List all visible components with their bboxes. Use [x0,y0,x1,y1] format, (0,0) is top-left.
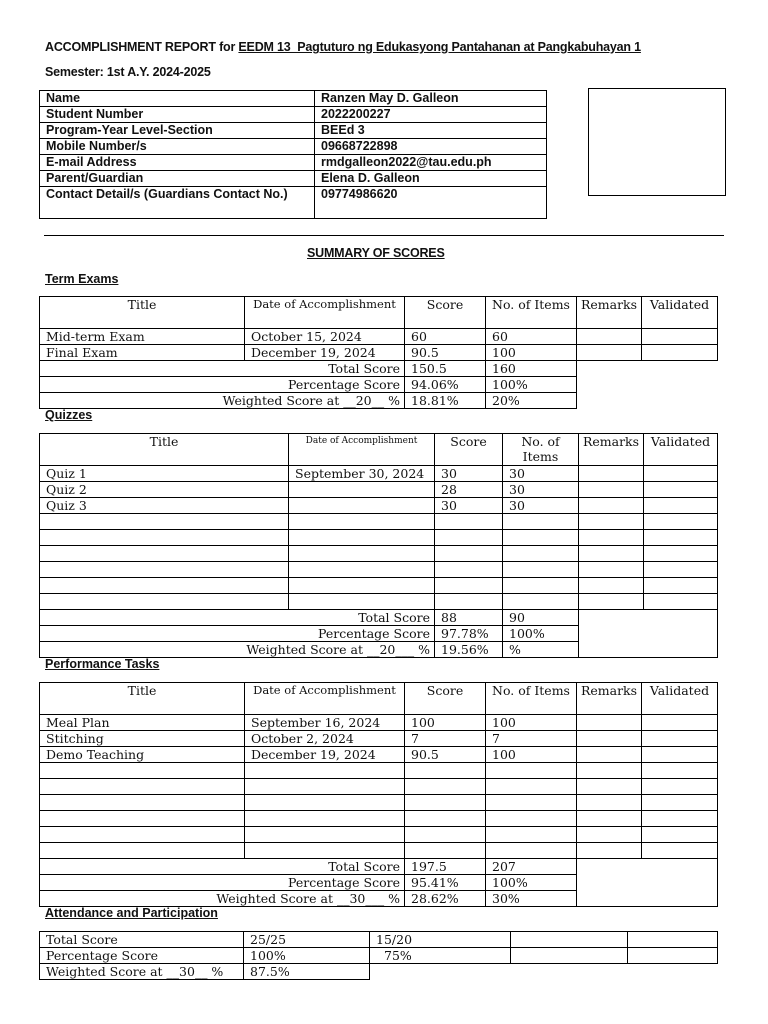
table-row [40,466,718,482]
cell-score: 100 [405,715,486,731]
total-items: 160 [486,361,577,377]
weighted-score: 18.81% [405,393,486,409]
cell-date: October 15, 2024 [245,329,405,345]
percentage-row [40,377,718,393]
table-header-row [40,297,718,329]
cell-date [289,498,435,514]
col-title: Title [40,683,245,715]
total-label: Total Score [40,859,405,875]
empty-row [40,562,718,578]
table-row [40,715,718,731]
table-row [40,329,718,345]
col-validated: Validated [644,434,718,466]
cell-empty [370,964,718,980]
cell-title: Quiz 2 [40,482,289,498]
cell-remarks [577,747,642,763]
empty-cell [579,610,718,626]
quizzes-table [39,433,718,658]
cell-title: Demo Teaching [40,747,245,763]
col-date: Date of Accomplishment [245,297,405,329]
cell-validated [644,482,718,498]
col-score: Score [405,683,486,715]
cell-empty [511,932,628,948]
info-label: E-mail Address [40,155,315,171]
info-value: 09774986620 [315,187,547,219]
section-quizzes: Quizzes [45,408,93,422]
cell-remarks [577,731,642,747]
table-row [40,731,718,747]
cell-score: 90.5 [405,747,486,763]
cell-title: Quiz 1 [40,466,289,482]
empty-row [40,546,718,562]
info-value: Elena D. Galleon [315,171,547,187]
info-label: Name [40,91,315,107]
report-title [45,40,641,54]
empty-cell [642,393,718,409]
cell-validated [642,747,718,763]
col-remarks: Remarks [577,297,642,329]
cell-score: 90.5 [405,345,486,361]
cell-remarks [579,482,644,498]
cell-empty [628,932,718,948]
info-row-program [40,123,547,139]
empty-cell [577,377,642,393]
info-row-mobile [40,139,547,155]
info-row-guardian [40,171,547,187]
empty-cell [579,626,718,642]
section-performance-tasks: Performance Tasks [45,657,160,671]
info-row-contact [40,187,547,219]
col-score: Score [435,434,503,466]
weighted-score: 19.56% [435,642,503,658]
info-row-name [40,91,547,107]
cell-date [289,482,435,498]
cell-validated [642,345,718,361]
cell-remarks [577,345,642,361]
cell-score: 7 [405,731,486,747]
empty-cell [577,859,718,875]
info-label: Parent/Guardian [40,171,315,187]
percentage-score: 97.78% [435,626,503,642]
total-items: 207 [486,859,577,875]
cell-label: Total Score [40,932,244,948]
weighted-items: 20% [486,393,577,409]
weighted-score: 28.62% [405,891,486,907]
empty-row [40,578,718,594]
cell-validated [642,731,718,747]
semester-label: Semester: 1st A.Y. 2024-2025 [45,65,211,79]
percentage-row [40,626,718,642]
weighted-label: Weighted Score at __30___ % [40,891,405,907]
cell-validated [642,329,718,345]
col-date: Date of Accomplishment [289,434,435,466]
percentage-score: 95.41% [405,875,486,891]
empty-row [40,779,718,795]
cell-validated [644,498,718,514]
col-remarks: Remarks [579,434,644,466]
student-info-table [39,90,547,219]
table-row [40,498,718,514]
info-value: 2022200227 [315,107,547,123]
cell-validated [644,466,718,482]
summary-title: SUMMARY OF SCORES [307,246,445,260]
percentage-items: 100% [486,377,577,393]
cell-items: 100 [486,715,577,731]
cell-validated [642,715,718,731]
col-items: No. of Items [486,683,577,715]
info-label: Student Number [40,107,315,123]
weighted-label: Weighted Score at __20___ % [40,642,435,658]
empty-cell [642,361,718,377]
cell-value-b: 15/20 [370,932,511,948]
cell-items: 100 [486,345,577,361]
cell-score: 28 [435,482,503,498]
weighted-row [40,642,718,658]
empty-row [40,827,718,843]
table-row [40,747,718,763]
info-value: BEEd 3 [315,123,547,139]
empty-cell [577,875,718,891]
cell-remarks [577,329,642,345]
cell-date: September 30, 2024 [289,466,435,482]
cell-title: Quiz 3 [40,498,289,514]
cell-items: 60 [486,329,577,345]
cell-score: 30 [435,498,503,514]
cell-label: Percentage Score [40,948,244,964]
weighted-items: 30% [486,891,577,907]
empty-cell [579,642,718,658]
table-row [40,482,718,498]
cell-date: December 19, 2024 [245,345,405,361]
empty-row [40,514,718,530]
total-score: 197.5 [405,859,486,875]
cell-items: 7 [486,731,577,747]
percentage-label: Percentage Score [40,377,405,393]
report-course-name: EEDM 13_Pagtuturo ng Edukasyong Pantahanan at Pangkabuhayan 1 [238,40,641,54]
total-row [40,610,718,626]
info-row-email [40,155,547,171]
weighted-items: % [503,642,579,658]
table-row [40,948,718,964]
col-score: Score [405,297,486,329]
cell-title: Meal Plan [40,715,245,731]
cell-remarks [579,466,644,482]
cell-score: 60 [405,329,486,345]
divider-line [44,235,724,236]
empty-row [40,843,718,859]
total-row [40,859,718,875]
col-items: No. of Items [486,297,577,329]
percentage-label: Percentage Score [40,875,405,891]
cell-items: 30 [503,482,579,498]
info-row-student-number [40,107,547,123]
empty-cell [642,377,718,393]
info-label: Program-Year Level-Section [40,123,315,139]
percentage-label: Percentage Score [40,626,435,642]
info-value: 09668722898 [315,139,547,155]
empty-row [40,594,718,610]
col-remarks: Remarks [577,683,642,715]
performance-table [39,682,718,907]
col-validated: Validated [642,683,718,715]
section-term-exams: Term Exams [45,272,119,286]
percentage-score: 94.06% [405,377,486,393]
cell-date: December 19, 2024 [245,747,405,763]
cell-remarks [579,498,644,514]
cell-date: September 16, 2024 [245,715,405,731]
percentage-row [40,875,718,891]
weighted-row [40,891,718,907]
cell-empty [511,948,628,964]
cell-items: 30 [503,466,579,482]
table-header-row [40,434,718,466]
cell-items: 30 [503,498,579,514]
col-date: Date of Accomplishment [245,683,405,715]
empty-row [40,811,718,827]
col-title: Title [40,297,245,329]
cell-items: 100 [486,747,577,763]
cell-value-a: 100% [244,948,370,964]
total-score: 150.5 [405,361,486,377]
table-row [40,964,718,980]
report-title-prefix: ACCOMPLISHMENT REPORT for [45,40,239,54]
percentage-items: 100% [486,875,577,891]
empty-cell [577,361,642,377]
empty-cell [577,891,718,907]
info-label: Contact Detail/s (Guardians Contact No.) [40,187,315,219]
table-row [40,932,718,948]
weighted-label: Weighted Score at __20__ % [40,393,405,409]
empty-cell [577,393,642,409]
table-header-row [40,683,718,715]
empty-row [40,763,718,779]
empty-row [40,530,718,546]
info-value: Ranzen May D. Galleon [315,91,547,107]
cell-empty [628,948,718,964]
attendance-table [39,931,718,980]
cell-title: Mid-term Exam [40,329,245,345]
photo-box [588,88,726,196]
table-row [40,345,718,361]
section-attendance: Attendance and Participation [45,906,218,920]
cell-label: Weighted Score at __30__ % [40,964,244,980]
total-label: Total Score [40,361,405,377]
cell-title: Final Exam [40,345,245,361]
cell-value-b: 75% [370,948,511,964]
cell-remarks [577,715,642,731]
weighted-row [40,393,718,409]
col-title: Title [40,434,289,466]
cell-title: Stitching [40,731,245,747]
cell-value-a: 25/25 [244,932,370,948]
total-label: Total Score [40,610,435,626]
cell-date: October 2, 2024 [245,731,405,747]
cell-score: 30 [435,466,503,482]
total-items: 90 [503,610,579,626]
info-value: rmdgalleon2022@tau.edu.ph [315,155,547,171]
term-exams-table [39,296,718,409]
total-row [40,361,718,377]
total-score: 88 [435,610,503,626]
empty-row [40,795,718,811]
col-items: No. of Items [503,434,579,466]
col-validated: Validated [642,297,718,329]
cell-value-a: 87.5% [244,964,370,980]
info-label: Mobile Number/s [40,139,315,155]
percentage-items: 100% [503,626,579,642]
